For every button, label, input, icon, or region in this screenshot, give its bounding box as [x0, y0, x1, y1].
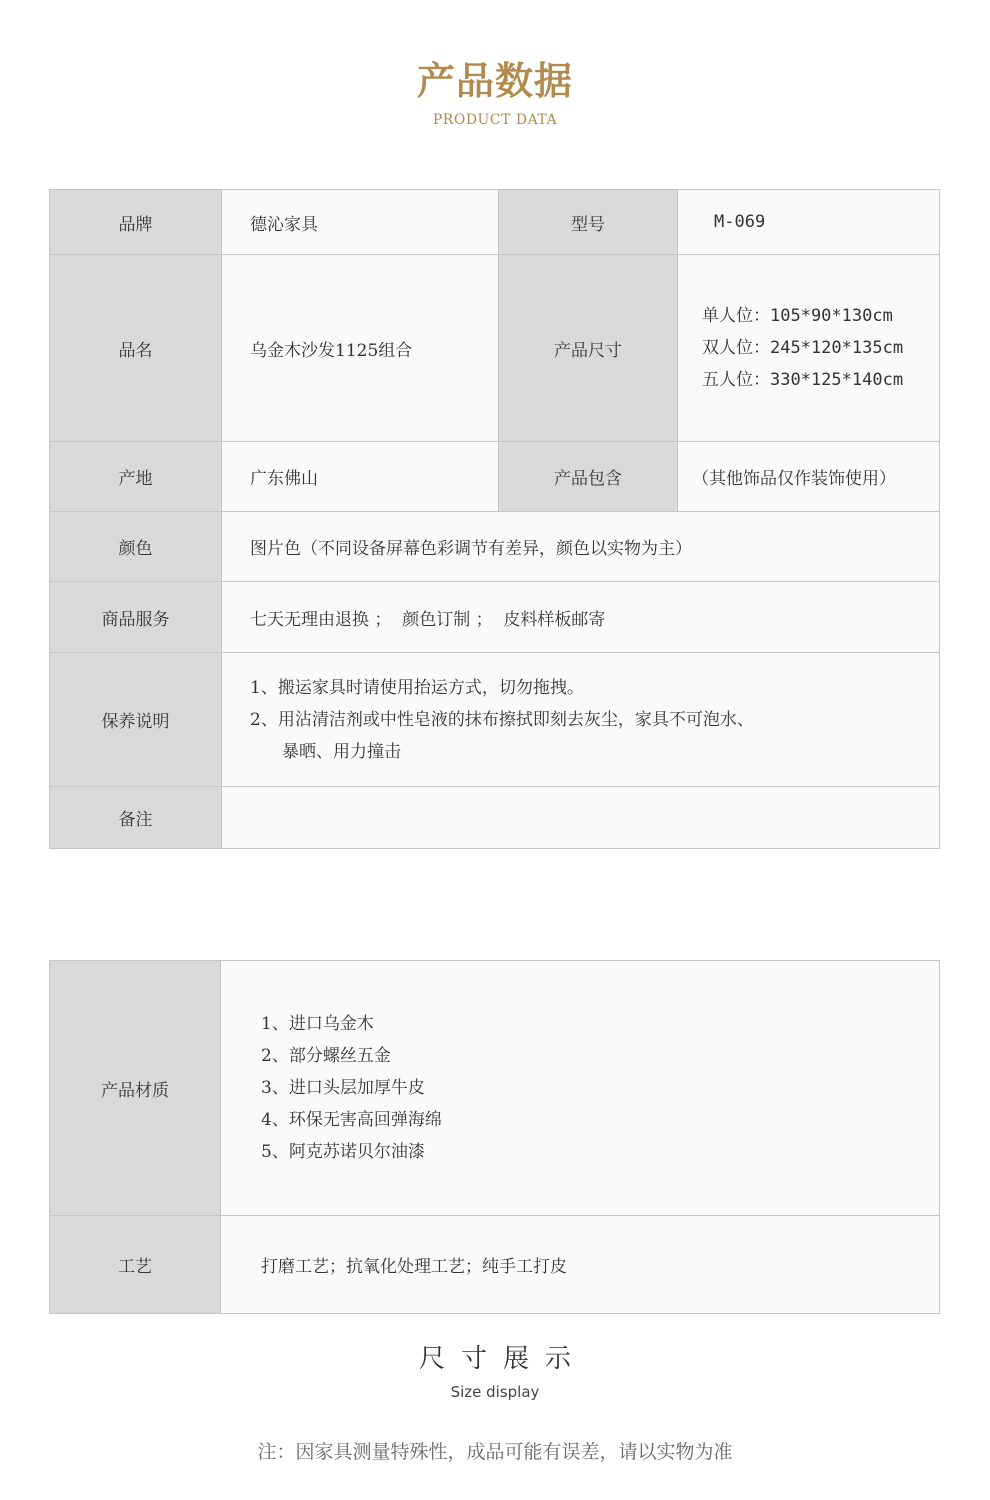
size-five: 五人位：330*125*140cm — [702, 370, 904, 390]
size-label: 产品尺寸 — [499, 255, 678, 442]
page-header — [0, 58, 990, 128]
material-item: 5、阿克苏诺贝尔油漆 — [261, 1142, 425, 1162]
brand-value: 德沁家具 — [222, 190, 499, 255]
craft-label: 工艺 — [50, 1216, 221, 1314]
name-label: 品名 — [50, 255, 222, 442]
care-item: 暴晒、用力撞击 — [282, 741, 401, 762]
remark-value — [222, 787, 940, 849]
craft-value: 打磨工艺；抗氧化处理工艺；纯手工打皮 — [221, 1216, 940, 1314]
material-label: 产品材质 — [50, 961, 221, 1216]
page-title: 产品数据 — [416, 58, 573, 103]
table-row — [50, 787, 940, 849]
material-table — [49, 960, 940, 1314]
size-single: 单人位：105*90*130cm — [702, 306, 893, 326]
includes-value: （其他饰品仅作装饰使用） — [678, 442, 940, 512]
includes-label: 产品包含 — [499, 442, 678, 512]
material-item: 2、部分螺丝五金 — [261, 1046, 391, 1066]
size-section-header — [0, 1338, 990, 1401]
material-item: 3、进口头层加厚牛皮 — [261, 1078, 425, 1098]
material-values — [221, 961, 940, 1216]
model-value: M-069 — [678, 190, 940, 255]
name-value: 乌金木沙发1125组合 — [222, 255, 499, 442]
care-item: 1、搬运家具时请使用抬运方式，切勿拖拽。 — [250, 677, 584, 698]
page-subtitle: PRODUCT DATA — [432, 112, 558, 128]
size-section-subtitle: Size display — [450, 1383, 540, 1401]
service-label: 商品服务 — [50, 582, 222, 653]
origin-value: 广东佛山 — [222, 442, 499, 512]
material-item: 1、进口乌金木 — [261, 1014, 374, 1034]
origin-label: 产地 — [50, 442, 222, 512]
care-values — [222, 653, 940, 787]
table-row — [50, 512, 940, 582]
size-values — [678, 255, 940, 442]
measurement-note: 注：因家具测量特殊性，成品可能有误差，请以实物为准 — [257, 1441, 733, 1463]
table-row — [50, 442, 940, 512]
table-row — [50, 255, 940, 442]
table-row — [50, 961, 940, 1216]
color-label: 颜色 — [50, 512, 222, 582]
table-row — [50, 1216, 940, 1314]
brand-label: 品牌 — [50, 190, 222, 255]
material-item: 4、环保无害高回弹海绵 — [261, 1110, 442, 1130]
table-row — [50, 582, 940, 653]
table-row — [50, 653, 940, 787]
care-item: 2、用沾清洁剂或中性皂液的抹布擦拭即刻去灰尘，家具不可泡水、 — [250, 709, 754, 730]
service-value: 七天无理由退换 ； 颜色订制 ； 皮料样板邮寄 — [222, 582, 940, 653]
remark-label: 备注 — [50, 787, 222, 849]
table-row — [50, 190, 940, 255]
size-section-title: 尺寸展示 — [418, 1344, 587, 1374]
model-label: 型号 — [499, 190, 678, 255]
color-value: 图片色（不同设备屏幕色彩调节有差异，颜色以实物为主） — [222, 512, 940, 582]
care-label: 保养说明 — [50, 653, 222, 787]
product-data-table — [49, 189, 940, 849]
size-double: 双人位：245*120*135cm — [702, 338, 904, 358]
